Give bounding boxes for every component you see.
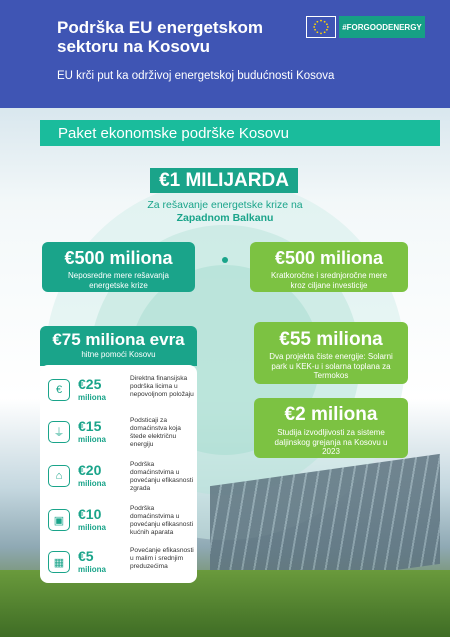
page-title: Podrška EU energetskom sektoru na Kosovu [57,18,263,56]
list-item [48,503,193,543]
list-item [48,545,193,585]
card-desc: Studija izvodljivosti za sisteme daljinskog grejanja na Kosovu u 2023 [274,428,388,456]
card-immediate-measures [42,242,195,292]
card-desc: hitne pomoći Kosovu [81,350,156,359]
item-desc: Podsticaji za domaćinstva koja štede električnu energiju [130,417,181,448]
card-amount: €500 miliona [274,248,384,268]
urgent-aid-breakdown [40,365,197,583]
card-desc: Dva projekta čiste energije: Solarni park u KEK-u i solarna toplana za Termokos [269,352,393,380]
card-amount: €55 miliona [279,329,383,350]
item-amount: €5 [78,548,94,564]
item-unit: miliona [78,479,107,488]
connector-dot [222,257,228,263]
package-banner: Paket ekonomske podrške Kosovu [40,120,440,146]
euro-coin-icon: € [48,379,70,401]
total-amount: €1 MILIJARDA [150,168,298,193]
list-item [48,373,193,413]
card-urgent-aid [40,326,197,366]
appliance-icon: ▣ [48,509,70,531]
page-subtitle: EU krči put ka održivoj energetskoj budućnosti Kosova [57,70,335,82]
card-clean-energy [254,322,408,384]
list-item [48,415,193,455]
total-desc-line1: Za rešavanje energetske krize na [147,199,303,211]
item-amount: €10 [78,506,102,522]
card-amount: €2 miliona [284,404,378,425]
header [0,0,450,108]
total-description [110,199,340,225]
card-desc: Kratkoročne i srednjoročne mere kroz ciljane investicije [270,271,388,290]
item-desc: Povećanje efikasnosti u malim i srednjim preduzećima [130,547,194,570]
item-unit: miliona [78,523,107,532]
item-amount: €20 [78,462,102,478]
card-amount: €75 miliona evra [52,330,185,349]
item-desc: Podrška domaćinstvima u povećanju efikasnosti zgrada [130,461,194,492]
item-desc: Direktna finansijska podrška licima u nepovoljnom položaju [130,375,194,398]
item-amount: €15 [78,418,102,434]
factory-icon: ▦ [48,551,70,573]
total-desc-line2: Zapadnom Balkanu [176,212,274,224]
card-desc: Neposredne mere rešavanja energetske krize [68,271,169,290]
house-icon: ⌂ [48,465,70,487]
plug-icon: ⏚ [48,421,70,443]
item-desc: Podrška domaćinstvima u povećanju efikasnosti kućnih aparata [130,505,194,536]
item-unit: miliona [78,565,107,574]
card-feasibility-study [254,398,408,458]
card-targeted-investments [250,242,408,292]
card-amount: €500 miliona [64,248,173,268]
hashtag-badge: #FORGOODENERGY [339,16,425,38]
item-unit: miliona [78,435,107,444]
item-amount: €25 [78,376,102,392]
list-item [48,459,193,499]
eu-flag-icon [306,16,336,38]
item-unit: miliona [78,393,107,402]
